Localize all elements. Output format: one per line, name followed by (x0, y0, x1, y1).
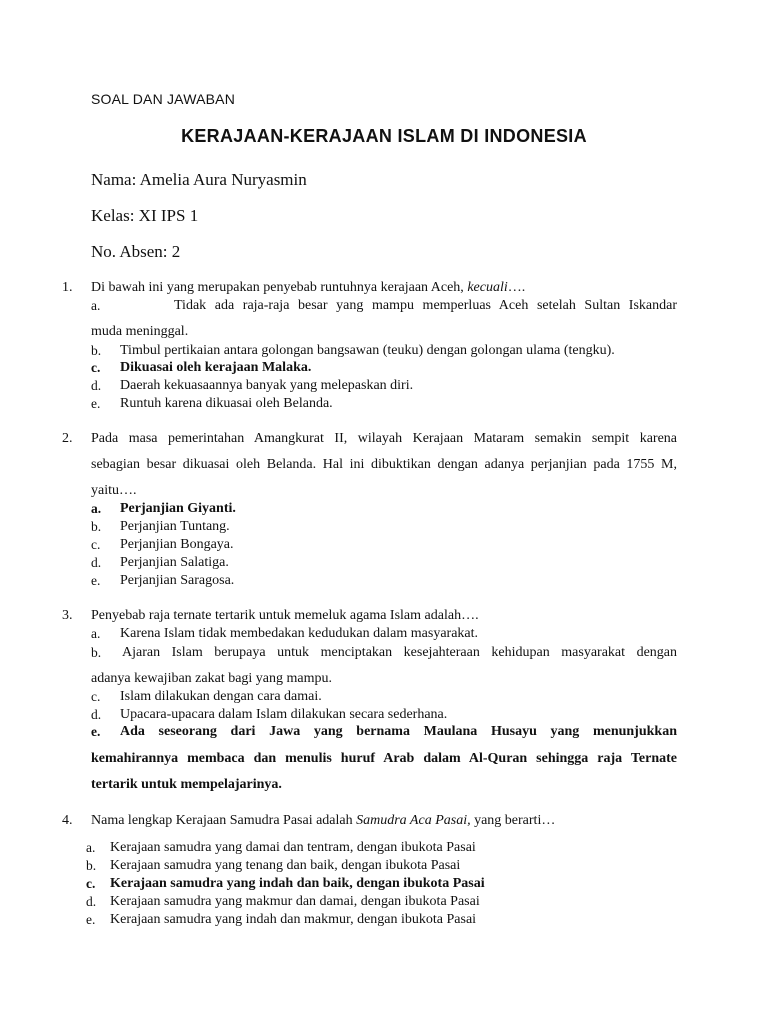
option-letter: e. (91, 724, 101, 739)
option-letter: b. (91, 343, 102, 358)
question-text-main: Nama lengkap Kerajaan Samudra Pasai adalah (91, 813, 353, 828)
student-name: Nama: Amelia Aura Nuryasmin (91, 170, 307, 189)
option-d: Kerajaan samudra yang makmur dan damai, dengan ibukota Pasai (110, 894, 480, 909)
option-a-line-2: muda meninggal. (91, 324, 189, 339)
option-a-correct-answer: Perjanjian Giyanti. (120, 501, 236, 516)
question-text-main: Di bawah ini yang merupakan penyebab runtuhnya kerajaan Aceh, (91, 280, 464, 295)
option-c-correct-answer: Dikuasai oleh kerajaan Malaka. (120, 360, 312, 375)
question-text (91, 280, 525, 296)
option-letter: c. (91, 360, 101, 375)
header-label: SOAL DAN JAWABAN (91, 91, 236, 107)
option-e: Runtuh karena dikuasai oleh Belanda. (120, 396, 333, 411)
option-letter: c. (91, 537, 101, 552)
question-text-line-1: Pada masa pemerintahan Amangkurat II, wilayah Kerajaan Mataram semakin sempit karena (91, 431, 677, 446)
option-letter: c. (86, 876, 96, 891)
option-a: Kerajaan samudra yang damai dan tentram, dengan ibukota Pasai (110, 840, 476, 855)
option-letter: b. (91, 519, 102, 534)
option-letter: a. (91, 501, 102, 516)
question-number: 2. (62, 431, 73, 446)
option-letter: d. (86, 894, 97, 909)
document-title: KERAJAAN-KERAJAAN ISLAM DI INDONESIA (181, 126, 587, 146)
option-letter: a. (91, 626, 101, 641)
option-letter: b. (91, 645, 102, 660)
question-text-tail: yang berarti… (474, 813, 556, 828)
option-letter: d. (91, 707, 102, 722)
question-text (91, 813, 555, 829)
question-number: 1. (62, 280, 73, 295)
option-d: Perjanjian Salatiga. (120, 555, 229, 570)
option-a-line-1: Tidak ada raja-raja besar yang mampu memperluas Aceh setelah Sultan Iskandar (174, 298, 677, 313)
question-text-tail: …. (507, 280, 526, 295)
option-d: Upacara-upacara dalam Islam dilakukan secara sederhana. (120, 707, 448, 722)
question-text-line-3: yaitu…. (91, 483, 137, 498)
option-a: Karena Islam tidak membedakan kedudukan dalam masyarakat. (120, 626, 479, 641)
option-e-correct-answer-line-1: Ada seseorang dari Jawa yang bernama Maulana Husayu yang menunjukkan (120, 724, 677, 739)
option-letter: c. (91, 689, 101, 704)
student-class: Kelas: XI IPS 1 (91, 206, 199, 225)
option-letter: a. (86, 840, 96, 855)
option-letter: e. (86, 912, 96, 927)
option-letter: d. (91, 555, 102, 570)
question-text-line-2: sebagian besar dikuasai oleh Belanda. Hal ini dibuktikan dengan adanya perjanjian pada 1755 M, (91, 457, 677, 472)
option-e: Kerajaan samudra yang indah dan makmur, dengan ibukota Pasai (110, 912, 477, 927)
student-absen: No. Absen: 2 (91, 242, 181, 261)
question-text-emphasis: kecuali (467, 280, 508, 295)
option-c: Islam dilakukan dengan cara damai. (120, 689, 322, 704)
option-c-correct-answer: Kerajaan samudra yang indah dan baik, dengan ibukota Pasai (110, 876, 485, 891)
option-letter: e. (91, 573, 101, 588)
option-e-correct-answer-line-2: kemahirannya membaca dan menulis huruf Arab dalam Al-Quran sehingga raja Ternate (91, 751, 677, 766)
option-e-correct-answer-line-3: tertarik untuk mempelajarinya. (91, 777, 282, 792)
option-c: Perjanjian Bongaya. (120, 537, 234, 552)
option-e: Perjanjian Saragosa. (120, 573, 235, 588)
option-letter: e. (91, 396, 101, 411)
option-letter: b. (86, 858, 97, 873)
option-d: Daerah kekuasaannya banyak yang melepaskan diri. (120, 378, 414, 393)
question-number: 4. (62, 813, 73, 828)
option-b: Timbul pertikaian antara golongan bangsawan (teuku) dengan golongan ulama (tengku). (120, 343, 615, 358)
option-b-line-1: Ajaran Islam berupaya untuk menciptakan kesejahteraan kehidupan masyarakat dengan (122, 645, 677, 660)
option-b: Kerajaan samudra yang tenang dan baik, dengan ibukota Pasai (110, 858, 461, 873)
option-b: Perjanjian Tuntang. (120, 519, 230, 534)
option-letter: d. (91, 378, 102, 393)
question-text: Penyebab raja ternate tertarik untuk memeluk agama Islam adalah…. (91, 608, 479, 623)
question-number: 3. (62, 608, 73, 623)
option-b-line-2: adanya kewajiban zakat bagi yang mampu. (91, 671, 333, 686)
question-text-emphasis: Samudra Aca Pasai, (356, 813, 471, 828)
option-letter: a. (91, 298, 101, 313)
